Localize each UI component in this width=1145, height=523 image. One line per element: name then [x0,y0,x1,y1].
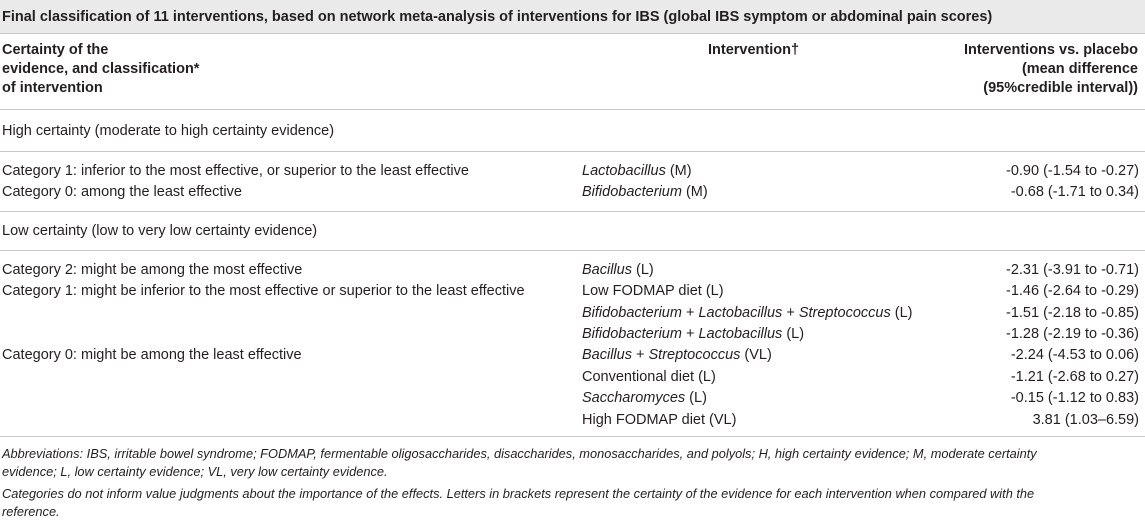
section-divider [0,211,1145,212]
effect-value: -1.21 (-2.68 to 0.27) [1010,369,1139,385]
effect-value: -2.24 (-4.53 to 0.06) [1010,347,1139,363]
section-divider [0,250,1145,251]
category-label: Category 0: among the least effective [2,184,242,200]
effect-value: -0.15 (-1.12 to 0.83) [1010,390,1139,406]
header-certainty-line3: of intervention [2,80,103,96]
header-divider [0,109,1145,110]
effect-value: -1.28 (-2.19 to -0.36) [1006,326,1139,342]
category-label: Category 1: inferior to the most effective, or superior to the least effective [2,163,469,179]
intervention-name: Bifidobacterium (M) [582,184,708,200]
intervention-name: High FODMAP diet (VL) [582,412,737,428]
header-effect-line3: (95%credible interval)) [983,80,1138,96]
intervention-name: Lactobacillus (M) [582,163,692,179]
footnote-line: reference. [2,504,60,519]
table-bottom-rule [0,436,1145,437]
header-certainty [2,41,362,98]
header-intervention: Intervention† [708,42,800,58]
intervention-name: Bacillus + Streptococcus (VL) [582,347,772,363]
effect-value: -0.90 (-1.54 to -0.27) [1006,163,1139,179]
table-caption: Final classification of 11 interventions, based on network meta-analysis of interventions for IBS (global IBS symptom or abdominal pain scores) [0,0,1145,34]
footnote-line: Abbreviations: IBS, irritable bowel syndrome; FODMAP, fermentable oligosaccharides, disaccharides, monosaccharides, and polyols; H, high certainty evidence; M, moderate certainty [2,446,1037,461]
category-label: Category 2: might be among the most effective [2,262,303,278]
header-effect-line1: Interventions vs. placebo [963,42,1138,58]
header-certainty-line2: evidence, and classification* [2,61,200,77]
effect-value: -2.31 (-3.91 to -0.71) [1006,262,1139,278]
intervention-name: Bifidobacterium + Lactobacillus + Streptococcus (L) [582,305,913,321]
effect-value: 3.81 (1.03–6.59) [1032,412,1139,428]
footnote-line: Categories do not inform value judgments about the importance of the effects. Letters in brackets represent the certainty of the evidence for each intervention when compared with the [2,486,1035,501]
effect-value: -1.51 (-2.18 to -0.85) [1006,305,1139,321]
section-low-certainty: Low certainty (low to very low certainty evidence) [2,223,318,239]
intervention-name: Conventional diet (L) [582,369,716,385]
footnote-abbreviations [2,445,1142,481]
intervention-name: Bifidobacterium + Lactobacillus (L) [582,326,805,342]
category-label: Category 1: might be inferior to the most effective or superior to the least effective [2,283,525,299]
section-high-certainty: High certainty (moderate to high certainty evidence) [2,123,335,139]
effect-value: -0.68 (-1.71 to 0.34) [1010,184,1139,200]
footnote-categories [2,485,1142,521]
header-effect-line2: (mean difference [1021,61,1138,77]
intervention-name: Low FODMAP diet (L) [582,283,724,299]
category-label: Category 0: might be among the least effective [2,347,302,363]
header-certainty-line1: Certainty of the [2,42,109,58]
header-effect [890,41,1138,98]
section-divider [0,151,1145,152]
footnote-line: evidence; L, low certainty evidence; VL, very low certainty evidence. [2,464,388,479]
intervention-name: Bacillus (L) [582,262,654,278]
effect-value: -1.46 (-2.64 to -0.29) [1006,283,1139,299]
intervention-name: Saccharomyces (L) [582,390,707,406]
